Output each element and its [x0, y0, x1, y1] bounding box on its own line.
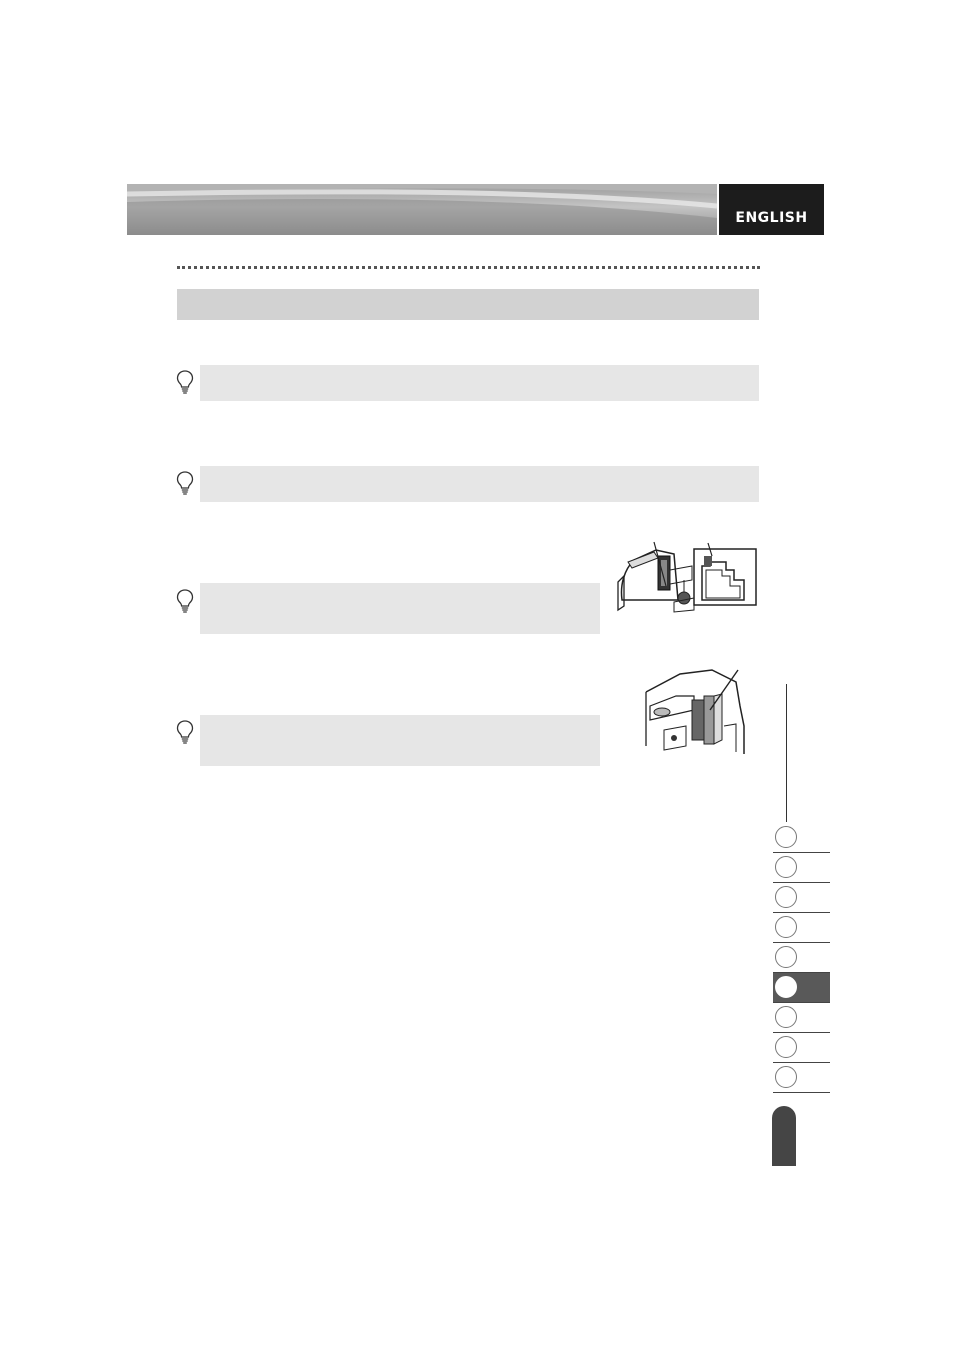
tab-circle-icon	[775, 826, 797, 848]
tab-circle-icon	[775, 946, 797, 968]
side-index-tab-7	[773, 1003, 830, 1033]
note-box-1	[200, 365, 759, 401]
lightbulb-icon	[176, 589, 194, 613]
header-band	[127, 184, 717, 235]
tab-circle-icon	[775, 1036, 797, 1058]
side-index-tab-3	[773, 883, 830, 913]
side-index-tab-6	[773, 973, 830, 1003]
language-tab	[719, 184, 824, 235]
note-box-3	[200, 583, 600, 634]
side-index-line	[786, 684, 787, 822]
dotted-divider	[177, 266, 760, 269]
tab-circle-icon	[775, 886, 797, 908]
lightbulb-icon	[176, 370, 194, 394]
side-index-pill	[772, 1106, 796, 1166]
header-swoosh	[127, 184, 717, 235]
print-head-illustration	[614, 540, 759, 614]
side-index-tab-4	[773, 913, 830, 943]
side-index-tab-2	[773, 853, 830, 883]
section-heading-bar	[177, 289, 759, 320]
tape-cutter-illustration	[640, 666, 748, 756]
tab-circle-icon	[775, 976, 797, 998]
side-index-tab-1	[773, 823, 830, 853]
tab-circle-icon	[775, 1006, 797, 1028]
tab-circle-icon	[775, 856, 797, 878]
lightbulb-icon	[176, 471, 194, 495]
note-box-4	[200, 715, 600, 766]
tab-circle-icon	[775, 1066, 797, 1088]
tab-circle-icon	[775, 916, 797, 938]
side-index-tab-8	[773, 1033, 830, 1063]
lightbulb-icon	[176, 720, 194, 744]
side-index-tab-5	[773, 943, 830, 973]
side-index-tab-9	[773, 1063, 830, 1093]
note-box-2	[200, 466, 759, 502]
language-label: ENGLISH	[735, 209, 808, 226]
